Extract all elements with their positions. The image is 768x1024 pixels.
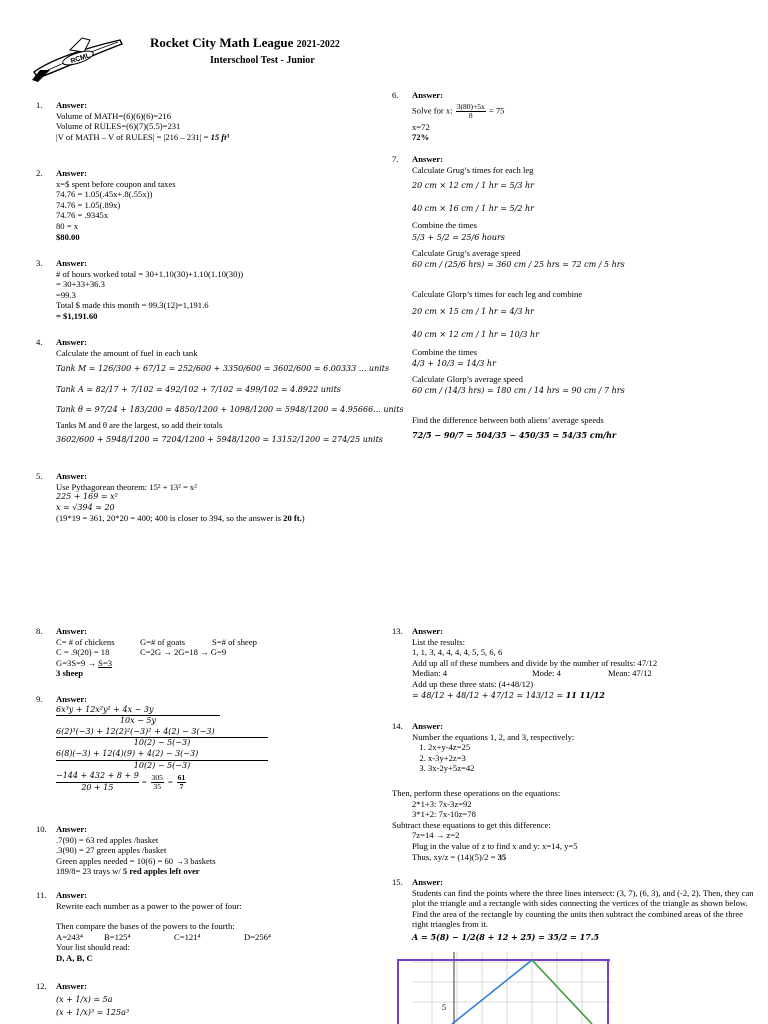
triangle-side-blue — [452, 960, 532, 1024]
question-4: 4. Answer: Calculate the amount of fuel in each tank Tank M = 126/300 + 67/12 = 252/600 + 3350/600 = 3602/600 = 6.00333 ... units Tank A = 82/17 + 7/102 = 492/102 + 7/102 = 499/102 = 4.8922 units Tank θ = 97/24 + 183/200 = 4850/1200 + 1098/1200 = 5948/1200 = 4.95666... units Tanks M and θ are the largest, so add their totals 3602/600 + 5948/1200 = 7204/1200 + 5948/1200 = 13152/1200 = 274/25 units — [36, 337, 404, 444]
question-11: 11. Answer: Rewrite each number as a power to the power of four: Then compare the bases of the powers to the fourth: A=243⁴ B=125⁴ C=121⁴ D=256⁴ Your list should read: D, A, B, C — [36, 890, 271, 963]
rcml-rocket-logo — [30, 30, 126, 84]
question-14: 14. Answer: Number the equations 1, 2, and 3, respectively: 1. 2x+y-4z=25 2. x-3y+2z=3 3. 3x-2y+5z=42 — [392, 721, 752, 774]
svg-text:RCML: RCML — [69, 52, 92, 66]
question-10: 10. Answer: .7(90) = 63 red apples /basket .3(90) = 27 green apples /basket Green apples needed = 10(6) = 60 →3 baskets 189/8= 23 trays w/ 5 red apples left over — [36, 824, 216, 877]
question-6: 6. Answer: Solve for x: $\frac{3(80)+5x}{8}$ = 75 x=72 72% — [392, 90, 505, 143]
question-15: 15. Answer: Students can find the points where the three lines intersect: (3, 7), (6, 3), and (-2, 2). Then, they can plot the triangle and a rectangle with sides connecting the vertices of the triangle as shown below. Find the area of the rectangle by counting the units then subtract the combined areas of the three right triangles from it. A = 5(8) − 1/2(8 + 12 + 25) = 35/2 = 17.5 — [392, 877, 754, 942]
question-2: 2. Answer: x=$ spent before coupon and taxes 74.76 = 1.05(.45x+.8(.55x)) 74.76 = 1.05(.89x) 74.76 = .9345x 80 = x $80.00 — [36, 168, 176, 242]
triangle-graph — [392, 952, 632, 1024]
question-12: 12. Answer: (x + 1/x) = 5a (x + 1/x)³ = 125a³ — [36, 981, 130, 1018]
question-5: 5. Answer: Use Pythagorean theorem: 15² + 13² = x² 225 + 169 = x² x = √394 ≈ 20 (19*19 = 361, 20*20 = 400; 400 is closer to 394, so the answer is 20 ft.) — [36, 471, 305, 524]
question-1: 1. Answer: Volume of MATH=(6)(6)(6)=216 Volume of RULES=(6)(7)(5.5)=231 |V of MATH – V of RULES| = |216 – 231| = 15 ft³ — [36, 100, 230, 142]
axis-tick-label: 5 — [442, 1003, 446, 1012]
question-7: 7. Answer: Calculate Grug’s times for each leg 20 cm × 12 cm / 1 hr = 5/3 hr 40 cm × 16 cm / 1 hr = 5/2 hr Combine the times 5/3 + 5/2 = 25/6 hours Calculate Grug’s average speed 60 cm / (25/6 hrs) = 360 cm / 25 hrs = 72 cm / 5 hrs Calculate Glorp’s times for each leg and combine 20 cm × 15 cm / 1 hr = 4/3 hr 40 cm × 12 cm / 1 hr = 10/3 hr Combine the times 4/3 + 10/3 = 14/3 hr Calculate Glorp’s average speed 60 cm / (14/3 hrs) = 180 cm / 14 hrs = 90 cm / 7 hrs Find the difference between both aliens’ average speeds 72/5 − 90/7 = 504/35 − 450/35 = 54/35 cm/hr — [392, 154, 625, 440]
question-8: 8. Answer: C= # of chickens G=# of goats S=# of sheep C = .9(20) = 18 C=2G → 2G=18 → G=9 G=3S=9 → S=3 3 sheep — [36, 626, 257, 679]
page-title: Rocket City Math League 2021-2022 — [150, 35, 340, 50]
triangle-side-green — [532, 960, 592, 1024]
question-3: 3. Answer: # of hours worked total = 30+1.10(30)+1.10(1.10(30)) = 30+33+36.3 =99.3 Total $ made this month = 99.3(12)=1,191.6 = $1,191.60 — [36, 258, 244, 321]
question-14-continued: Then, perform these operations on the equations: 2*1+3: 7x-3z=92 3*1+2: 7x-10z=78 Subtract these equations to get this difference: 7z=14 → z=2 Plug in the value of z to find x and y: x=14, y=5 Thus, xy/z = (14)(5)/2 = 35 — [392, 788, 578, 862]
question-9: 9. Answer: 6x³y + 12x²y² + 4x − 3y 10x − 5y 6(2)³(−3) + 12(2)²(−3)² + 4(2) − 3(−3) 10(2) − 5(−3) 6(8)(−3) + 12(4)(9) + 4(2) − 3(−3) 10(2) − 5(−3) $\frac{-144 + 432 + 8 + 9}{20 + 15}$ = $\frac{305}{35}$ = $\frac{61}{7}$ — [36, 694, 376, 793]
question-13: 13. Answer: List the results: 1, 1, 3, 4, 4, 4, 4, 5, 5, 6, 6 Add up all of these numbers and divide by the number of results: 47/12 Median: 4 Mode: 4 Mean: 47/12 Add up these three stats: (4+48/12) = 48/12 + 48/12 + 47/12 = 143/12 = 11 11/12 — [392, 626, 658, 700]
page-subtitle: Interschool Test - Junior — [210, 55, 315, 66]
